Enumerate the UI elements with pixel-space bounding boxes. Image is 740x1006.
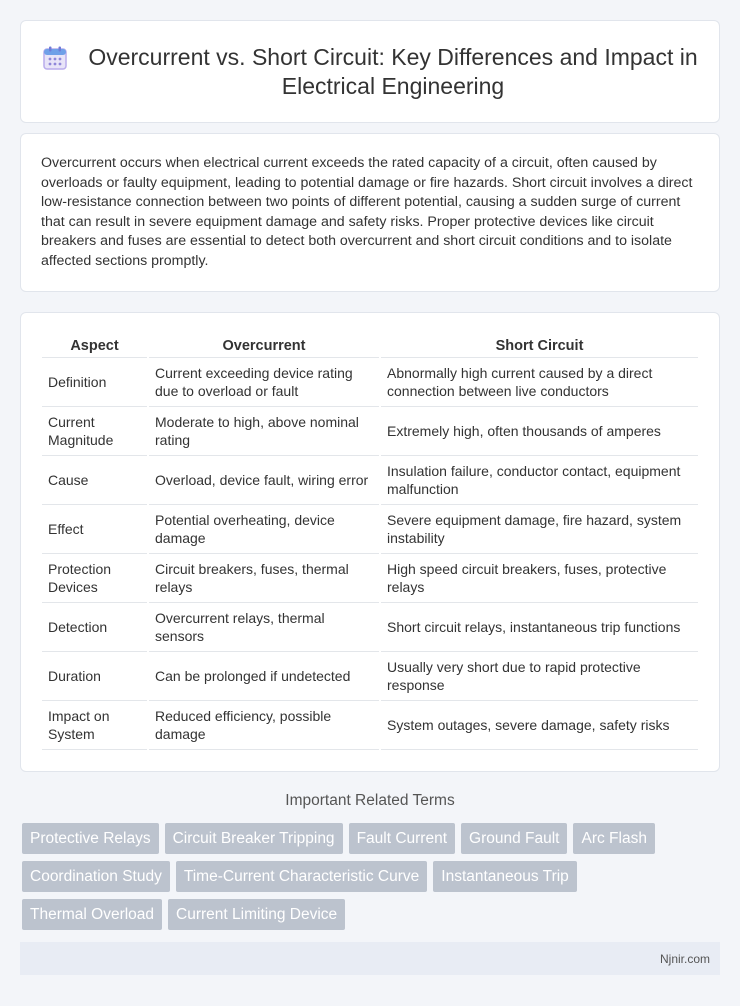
cell-aspect: Effect — [42, 504, 148, 553]
header-aspect: Aspect — [70, 337, 119, 354]
cell-overcurrent: Potential overheating, device damage — [148, 504, 380, 553]
comparison-table — [42, 333, 698, 750]
cell-aspect: Protection Devices — [42, 553, 148, 602]
summary-card — [20, 133, 720, 292]
tag-circuit-breaker-tripping[interactable]: Circuit Breaker Tripping — [165, 823, 343, 854]
cell-aspect: Detection — [42, 602, 148, 651]
tag-coordination-study[interactable]: Coordination Study — [22, 861, 170, 892]
page-title: Overcurrent vs. Short Circuit: Key Differences and Impact in Electrical Engineering — [88, 43, 698, 99]
tag-instantaneous-trip[interactable]: Instantaneous Trip — [433, 861, 577, 892]
cell-overcurrent: Circuit breakers, fuses, thermal relays — [148, 553, 380, 602]
cell-overcurrent: Reduced efficiency, possible damage — [148, 700, 380, 749]
cell-short-circuit: Severe equipment damage, fire hazard, system instability — [380, 504, 698, 553]
cell-aspect: Definition — [42, 357, 148, 406]
footer-source[interactable]: Njnir.com — [659, 952, 710, 966]
table-row — [42, 700, 698, 749]
table-row — [42, 553, 698, 602]
cell-short-circuit: System outages, severe damage, safety risks — [380, 700, 698, 749]
tag-current-limiting-device[interactable]: Current Limiting Device — [168, 899, 345, 930]
cell-overcurrent: Can be prolonged if undetected — [148, 651, 380, 700]
footer — [20, 942, 720, 975]
cell-short-circuit: Usually very short due to rapid protective response — [380, 651, 698, 700]
related-terms-list — [22, 823, 722, 930]
header-card — [20, 20, 720, 123]
cell-short-circuit: Extremely high, often thousands of amperes — [380, 406, 698, 455]
header-overcurrent: Overcurrent — [148, 333, 380, 357]
comparison-table-card — [20, 312, 720, 772]
summary-text: Overcurrent occurs when electrical current exceeds the rated capacity of a circuit, often caused by overloads or faulty equipment, leading to potential damage or fire hazards. Short circuit involves a direct low-resistance connection between two points of different potential, causing a sudden surge of current that can result in severe equipment damage and safety risks. Proper protective devices like circuit breakers and fuses are essential to detect both overcurrent and short circuit conditions and to isolate affected sections promptly. — [41, 155, 693, 269]
tag-arc-flash[interactable]: Arc Flash — [573, 823, 654, 854]
cell-short-circuit: Insulation failure, conductor contact, equipment malfunction — [380, 455, 698, 504]
cell-short-circuit: Short circuit relays, instantaneous trip functions — [380, 602, 698, 651]
cell-short-circuit: Abnormally high current caused by a direct connection between live conductors — [380, 357, 698, 406]
table-header-row — [42, 333, 698, 357]
tag-thermal-overload[interactable]: Thermal Overload — [22, 899, 162, 930]
cell-overcurrent: Current exceeding device rating due to overload or fault — [148, 357, 380, 406]
cell-aspect: Duration — [42, 651, 148, 700]
cell-overcurrent: Moderate to high, above nominal rating — [148, 406, 380, 455]
cell-aspect: Cause — [42, 455, 148, 504]
cell-aspect: Current Magnitude — [42, 406, 148, 455]
cell-overcurrent: Overcurrent relays, thermal sensors — [148, 602, 380, 651]
table-row — [42, 602, 698, 651]
tag-ground-fault[interactable]: Ground Fault — [461, 823, 567, 854]
tag-protective-relays[interactable]: Protective Relays — [22, 823, 159, 854]
related-terms-title: Important Related Terms — [285, 792, 455, 809]
table-row — [42, 406, 698, 455]
header-short-circuit: Short Circuit — [380, 333, 698, 357]
cell-short-circuit: High speed circuit breakers, fuses, protective relays — [380, 553, 698, 602]
table-row — [42, 651, 698, 700]
tag-fault-current[interactable]: Fault Current — [349, 823, 455, 854]
calendar-icon — [42, 45, 68, 71]
table-row — [42, 455, 698, 504]
cell-aspect: Impact on System — [42, 700, 148, 749]
cell-overcurrent: Overload, device fault, wiring error — [148, 455, 380, 504]
tag-time-current-characteristic-curve[interactable]: Time-Current Characteristic Curve — [176, 861, 427, 892]
table-row — [42, 357, 698, 406]
table-row — [42, 504, 698, 553]
